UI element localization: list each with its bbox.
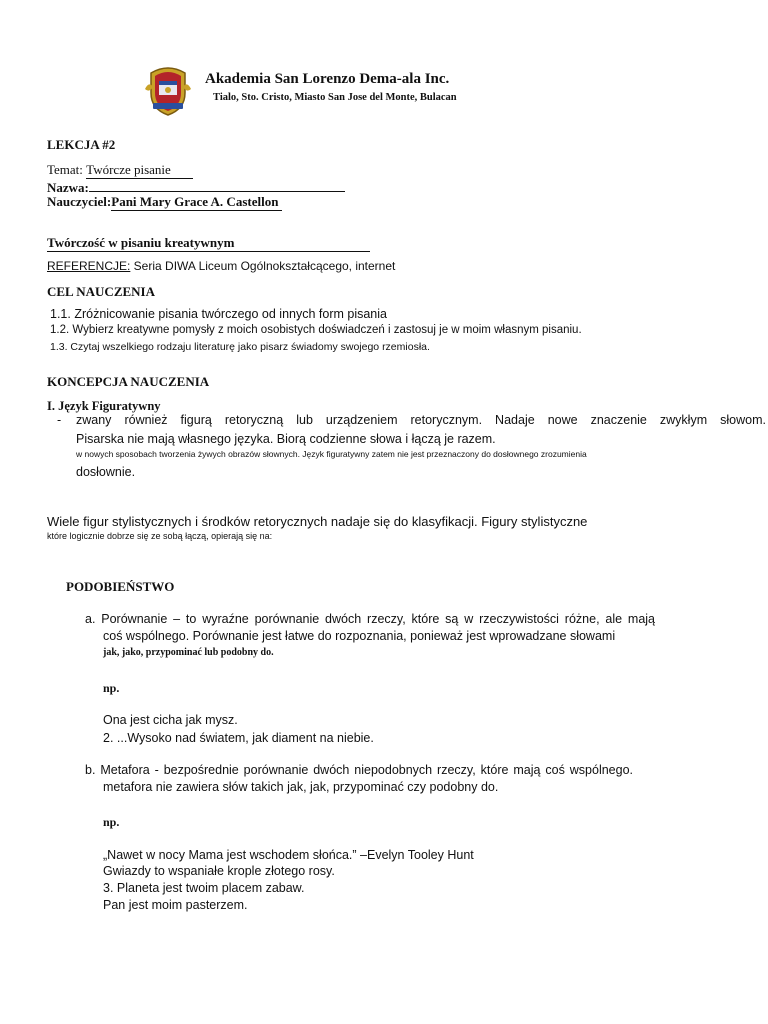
simile-definition: coś wspólnego. Porównanie jest łatwe do rozpoznania, ponieważ jest wprowadzane słowami [103, 629, 616, 643]
metaphor-definition: metafora nie zawiera słów takich jak, jak, przypominać czy podobny do. [103, 780, 499, 794]
teacher-value-text: Pani Mary Grace A. Castellon [111, 194, 279, 209]
references-value: Seria DIWA Liceum Ogólnokształcącego, internet [130, 259, 396, 273]
school-seal-logo [143, 63, 193, 117]
school-name: Akademia San Lorenzo Dema-ala Inc. [205, 71, 450, 87]
teacher-value [111, 194, 282, 211]
references-line [47, 259, 395, 273]
concept-line: Pisarska nie mają własnego języka. Biorą codzienne słowa i łączą je razem. [76, 432, 496, 446]
simile-example: Ona jest cicha jak mysz. [103, 713, 238, 727]
simile-keywords: jak, jako, przypominać lub podobny do. [103, 647, 274, 658]
concept-paragraph: które logicznie dobrze się ze sobą łączą, opierają się na: [47, 531, 273, 541]
metaphor-example: Gwiazdy to wspaniałe krople złotego rosy. [103, 864, 335, 878]
metaphor-example: „Nawet w nocy Mama jest wschodem słońca.” –Evelyn Tooley Hunt [103, 848, 474, 862]
subtitle [47, 235, 370, 252]
metaphor-definition: b. Metafora - bezpośrednie porównanie dwóch niepodobnych rzeczy, które mają coś wspólnego. [85, 763, 633, 777]
lesson-number: LEKCJA #2 [47, 137, 116, 152]
objective-item: 1.2. Wybierz kreatywne pomysły z moich osobistych doświadczeń i zastosuj je w moim własnym pisaniu. [50, 324, 582, 336]
teacher-line [47, 194, 282, 211]
topic-label: Temat: [47, 162, 83, 177]
topic-value-text: Twórcze pisanie [86, 162, 171, 177]
topic-line [47, 162, 193, 179]
concept-line: w nowych sposobach tworzenia żywych obrazów słownych. Język figuratywny zatem nie jest przeznaczony do dosłownego zrozumienia [76, 449, 587, 459]
concept-heading: KONCEPCJA NAUCZENIA [47, 374, 210, 389]
simile-definition: a. Porównanie – to wyraźne porównanie dwóch rzeczy, które są w rzeczywistości różne, ale mają [85, 612, 655, 626]
name-label: Nazwa: [47, 180, 89, 195]
subtitle-text: Twórczość w pisaniu kreatywnym [47, 235, 235, 250]
teacher-label: Nauczyciel: [47, 194, 112, 209]
topic-value [86, 162, 193, 179]
example-label: np. [103, 815, 120, 829]
objective-item: 1.1. Zróżnicowanie pisania twórczego od innych form pisania [50, 307, 387, 321]
simile-example: 2. ...Wysoko nad światem, jak diament na niebie. [103, 731, 374, 745]
concept-line: dosłownie. [76, 465, 136, 479]
figurative-language-title: I. Język Figuratywny [47, 399, 161, 413]
metaphor-example: Pan jest moim pasterzem. [103, 898, 248, 912]
metaphor-example: 3. Planeta jest twoim placem zabaw. [103, 881, 305, 895]
name-blank [89, 178, 345, 192]
subtitle-line [47, 235, 370, 252]
school-address: Tialo, Sto. Cristo, Miasto San Jose del Monte, Bulacan [213, 92, 457, 103]
concept-paragraph: Wiele figur stylistycznych i środków retorycznych nadaje się do klasyfikacji. Figury stylistyczne [47, 514, 588, 529]
example-label: np. [103, 681, 120, 695]
objectives-heading: CEL NAUCZENIA [47, 284, 155, 299]
bullet-dash: - [57, 413, 62, 427]
concept-line: zwany również figurą retoryczną lub urządzeniem retorycznym. Nadaje nowe znaczenie zwykłym słowom. [76, 413, 766, 427]
references-label: REFERENCJE: [47, 259, 131, 273]
similarity-heading: PODOBIEŃSTWO [66, 579, 175, 594]
objective-item: 1.3. Czytaj wszelkiego rodzaju literaturę jako pisarz świadomy swojego rzemiosła. [50, 341, 430, 353]
